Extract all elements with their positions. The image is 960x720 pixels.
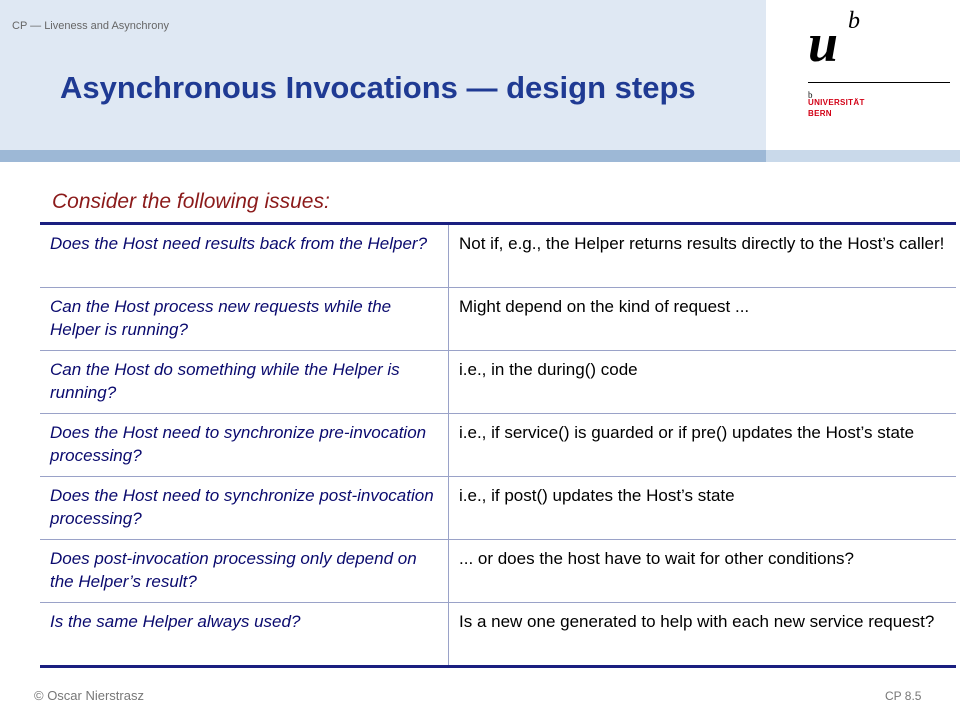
question-cell: Is the same Helper always used? [40, 603, 449, 667]
table-row [40, 351, 956, 414]
question-cell: Does post-invocation processing only depend on the Helper’s result? [40, 540, 449, 603]
university-logo [808, 10, 953, 125]
logo-b-mark: b [848, 8, 860, 34]
logo-rule [808, 82, 950, 83]
logo-university-line1: UNIVERSITÄT [808, 98, 865, 107]
answer-cell: i.e., if service() is guarded or if pre() updates the Host’s state [449, 414, 957, 477]
logo-university-name [808, 97, 865, 119]
footer-slide-number: CP 8.5 [885, 689, 922, 703]
logo-u-mark: u [808, 13, 839, 73]
issues-table [40, 222, 956, 668]
answer-cell: ... or does the host have to wait for other conditions? [449, 540, 957, 603]
logo-small-b: b [808, 90, 813, 100]
slide-title: Asynchronous Invocations — design steps [60, 70, 696, 105]
question-cell: Does the Host need results back from the Helper? [40, 224, 449, 288]
answer-cell: Is a new one generated to help with each new service request? [459, 612, 935, 631]
table-row [40, 288, 956, 351]
table-row [40, 414, 956, 477]
answer-cell: i.e., if post() updates the Host’s state [449, 477, 957, 540]
course-label: CP — Liveness and Asynchrony [12, 20, 169, 32]
question-cell: Does the Host need to synchronize post-invocation processing? [40, 477, 449, 540]
question-cell: Does the Host need to synchronize pre-invocation processing? [40, 414, 449, 477]
answer-cell: i.e., in the during() code [449, 351, 957, 414]
table-row [40, 224, 956, 288]
footer-author: © Oscar Nierstrasz [34, 688, 144, 703]
answer-cell: Not if, e.g., the Helper returns results directly to the Host’s caller! [449, 224, 957, 288]
question-cell: Can the Host process new requests while the Helper is running? [40, 288, 449, 351]
logo-university-line2: BERN [808, 109, 832, 118]
question-cell: Can the Host do something while the Helper is running? [40, 351, 449, 414]
table-row [40, 603, 956, 667]
header-divider-strip-right [766, 150, 960, 162]
table-row [40, 540, 956, 603]
subheading: Consider the following issues: [52, 190, 330, 213]
table-row [40, 477, 956, 540]
answer-cell: Might depend on the kind of request ... [449, 288, 957, 351]
